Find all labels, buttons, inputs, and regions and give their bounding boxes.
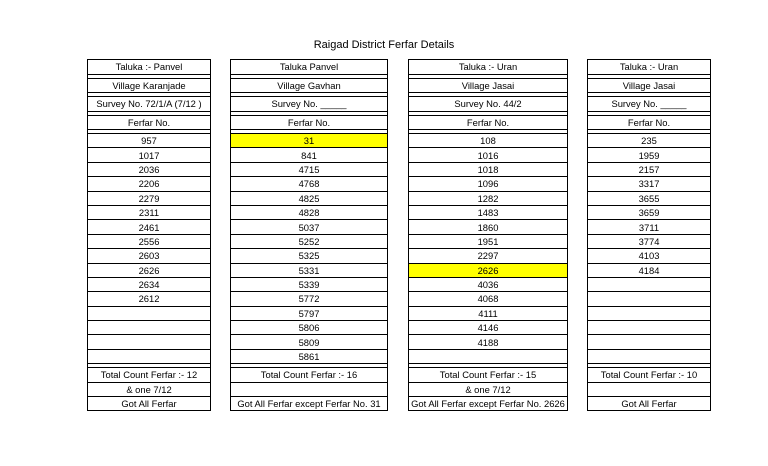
ferfar-number-cell: 2206 [88, 177, 211, 191]
survey-cell: Survey No. 44/2 [409, 97, 568, 112]
survey-cell: Survey No. _____ [588, 97, 711, 112]
ferfar-number-cell: 4715 [231, 162, 388, 176]
ferfar-number-cell: 4828 [231, 205, 388, 219]
ferfar-number-cell: 2157 [588, 162, 711, 176]
ferfar-number-cell: 5772 [231, 292, 388, 306]
ferfar-number-cell [88, 349, 211, 363]
ferfar-number-cell: 235 [588, 134, 711, 148]
village-cell: Village Karanjade [88, 78, 211, 93]
seven-twelve-cell: & one 7/12 [409, 382, 568, 396]
ferfar-number-cell [588, 321, 711, 335]
seven-twelve-cell [588, 382, 711, 396]
ferfar-number-cell: 4036 [409, 277, 568, 291]
ferfar-number-cell: 2556 [88, 234, 211, 248]
ferfar-number-cell: 5797 [231, 306, 388, 320]
ferfar-header-cell: Ferfar No. [231, 115, 388, 130]
ferfar-number-cell [88, 335, 211, 349]
ferfar-number-cell: 2626 [409, 263, 568, 277]
ferfar-number-cell: 2311 [88, 205, 211, 219]
ferfar-number-cell [88, 306, 211, 320]
ferfar-number-cell [588, 349, 711, 363]
status-cell: Got All Ferfar except Ferfar No. 31 [231, 397, 388, 411]
ferfar-header-cell: Ferfar No. [88, 115, 211, 130]
ferfar-number-cell: 2626 [88, 263, 211, 277]
ferfar-number-cell: 5339 [231, 277, 388, 291]
ferfar-number-cell: 5037 [231, 220, 388, 234]
ferfar-number-cell: 1282 [409, 191, 568, 205]
ferfar-number-cell: 2297 [409, 249, 568, 263]
ferfar-number-cell: 2634 [88, 277, 211, 291]
status-cell: Got All Ferfar [88, 397, 211, 411]
ferfar-number-cell: 1483 [409, 205, 568, 219]
ferfar-number-cell: 4111 [409, 306, 568, 320]
village-cell: Village Gavhan [231, 78, 388, 93]
village-cell: Village Jasai [588, 78, 711, 93]
total-count-cell: Total Count Ferfar :- 15 [409, 368, 568, 382]
ferfar-number-cell: 3655 [588, 191, 711, 205]
total-count-cell: Total Count Ferfar :- 10 [588, 368, 711, 382]
ferfar-number-cell: 5252 [231, 234, 388, 248]
ferfar-column-3 [408, 59, 568, 411]
taluka-cell: Taluka :- Uran [409, 60, 568, 75]
ferfar-number-cell: 4768 [231, 177, 388, 191]
survey-cell: Survey No. _____ [231, 97, 388, 112]
ferfar-number-cell: 841 [231, 148, 388, 162]
ferfar-header-cell: Ferfar No. [588, 115, 711, 130]
ferfar-number-cell [588, 306, 711, 320]
ferfar-number-cell: 5809 [231, 335, 388, 349]
ferfar-number-cell: 4068 [409, 292, 568, 306]
ferfar-number-cell: 2279 [88, 191, 211, 205]
ferfar-number-cell: 1951 [409, 234, 568, 248]
ferfar-number-cell: 957 [88, 134, 211, 148]
taluka-cell: Taluka :- Uran [588, 60, 711, 75]
ferfar-number-cell [588, 277, 711, 291]
ferfar-number-cell: 1018 [409, 162, 568, 176]
seven-twelve-cell: & one 7/12 [88, 382, 211, 396]
ferfar-number-cell: 1860 [409, 220, 568, 234]
ferfar-number-cell: 2612 [88, 292, 211, 306]
ferfar-number-cell: 3774 [588, 234, 711, 248]
page-title: Raigad District Ferfar Details [313, 39, 455, 51]
ferfar-number-cell: 5325 [231, 249, 388, 263]
ferfar-header-cell: Ferfar No. [409, 115, 568, 130]
ferfar-number-cell: 1096 [409, 177, 568, 191]
total-count-cell: Total Count Ferfar :- 16 [231, 368, 388, 382]
survey-cell: Survey No. 72/1/A (7/12 ) [88, 97, 211, 112]
village-cell: Village Jasai [409, 78, 568, 93]
ferfar-column-1 [87, 59, 211, 411]
ferfar-number-cell: 1017 [88, 148, 211, 162]
ferfar-number-cell: 1959 [588, 148, 711, 162]
ferfar-number-cell [88, 321, 211, 335]
ferfar-number-cell: 4188 [409, 335, 568, 349]
ferfar-number-cell: 4146 [409, 321, 568, 335]
ferfar-number-cell: 108 [409, 134, 568, 148]
ferfar-number-cell: 2461 [88, 220, 211, 234]
ferfar-number-cell [588, 335, 711, 349]
ferfar-number-cell: 4825 [231, 191, 388, 205]
ferfar-number-cell: 1016 [409, 148, 568, 162]
total-count-cell: Total Count Ferfar :- 12 [88, 368, 211, 382]
status-cell: Got All Ferfar except Ferfar No. 2626 [409, 397, 568, 411]
ferfar-number-cell [409, 349, 568, 363]
status-cell: Got All Ferfar [588, 397, 711, 411]
ferfar-number-cell: 2036 [88, 162, 211, 176]
ferfar-number-cell: 5861 [231, 349, 388, 363]
ferfar-number-cell: 3711 [588, 220, 711, 234]
seven-twelve-cell [231, 382, 388, 396]
ferfar-number-cell: 4103 [588, 249, 711, 263]
ferfar-number-cell: 2603 [88, 249, 211, 263]
ferfar-number-cell: 3317 [588, 177, 711, 191]
ferfar-column-4 [587, 59, 711, 411]
taluka-cell: Taluka Panvel [231, 60, 388, 75]
ferfar-number-cell: 5331 [231, 263, 388, 277]
ferfar-number-cell: 4184 [588, 263, 711, 277]
ferfar-number-cell: 31 [231, 134, 388, 148]
ferfar-number-cell [588, 292, 711, 306]
ferfar-number-cell: 3659 [588, 205, 711, 219]
ferfar-number-cell: 5806 [231, 321, 388, 335]
taluka-cell: Taluka :- Panvel [88, 60, 211, 75]
ferfar-column-2 [230, 59, 388, 411]
